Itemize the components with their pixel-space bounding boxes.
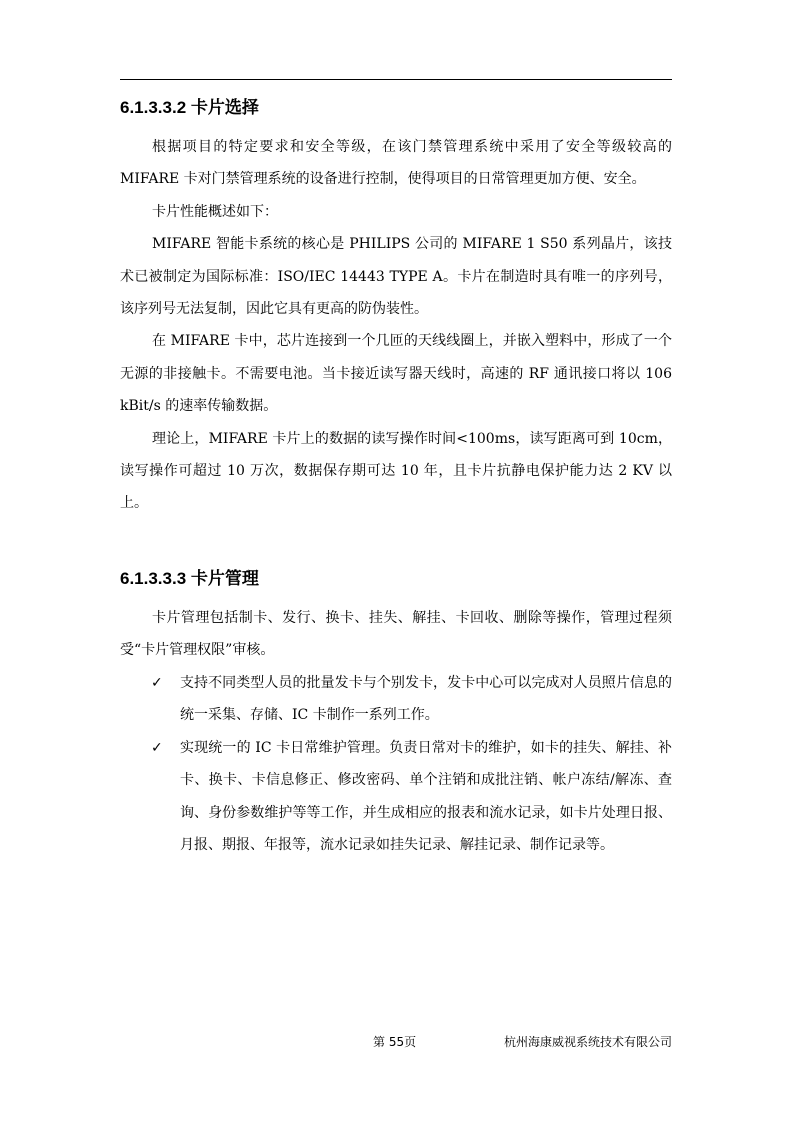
card-selection-body — [120, 131, 672, 520]
bullet-text-batch-issue: 支持不同类型人员的批量发卡与个别发卡，发卡中心可以完成对人员照片信息的统一采集、存储、IC 卡制作一系列工作。 — [180, 675, 672, 724]
paragraph-mifare-core: MIFARE 智能卡系统的核心是 PHILIPS 公司的 MIFARE 1 S50 系列晶片，该技术已被制定为国际标准：ISO/IEC 14443 TYPE A。卡片在制造时具有唯一的序列号，该序列号无法复制，因此它具有更高的防伪装性。 — [120, 236, 672, 318]
footer-page-number: 第 55页 — [373, 1035, 417, 1049]
bullet-text-daily-maintenance: 实现统一的 IC 卡日常维护管理。负责日常对卡的维护，如卡的挂失、解挂、补卡、换卡、卡信息修正、修改密码、单个注销和成批注销、帐户冻结/解冻、查询、身份参数维护等等工作，并生成相应的报表和流水记录，如卡片处理日报、月报、期报、年报等，流水记录如挂失记录、解挂记录、制作记录等。 — [180, 739, 672, 854]
paragraph-security-level: 根据项目的特定要求和安全等级，在该门禁管理系统中采用了安全等级较高的 MIFARE 卡对门禁管理系统的设备进行控制，使得项目的日常管理更加方便、安全。 — [120, 139, 672, 188]
header-rule — [120, 79, 672, 80]
section-heading-card-management: 6.1.3.3.3 卡片管理 — [120, 569, 259, 588]
paragraph-mifare-antenna: 在 MIFARE 卡中，芯片连接到一个几匝的天线线圈上，并嵌入塑料中，形成了一个无源的非接触卡。不需要电池。当卡接近读写器天线时，高速的 RF 通讯接口将以 106 kBit/s 的速率传输数据。 — [120, 333, 672, 415]
check-icon: ✓ — [151, 739, 163, 756]
card-management-bullets — [120, 667, 672, 861]
list-item — [120, 732, 672, 862]
paragraph-card-management: 卡片管理包括制卡、发行、换卡、挂失、解挂、卡回收、删除等操作，管理过程须受“卡片管理权限”审核。 — [120, 610, 672, 659]
paragraph-mifare-specs: 理论上，MIFARE 卡片上的数据的读写操作时间<100ms，读写距离可到 10cm，读写操作可超过 10 万次，数据保存期可达 10 年，且卡片抗静电保护能力达 2 KV 以上。 — [120, 430, 672, 512]
check-icon: ✓ — [151, 675, 163, 691]
paragraph-performance-intro: 卡片性能概述如下： — [152, 203, 278, 220]
list-item — [120, 667, 672, 732]
section-heading-card-selection: 6.1.3.3.2 卡片选择 — [120, 98, 259, 117]
footer-company-name: 杭州海康威视系统技术有限公司 — [503, 1035, 672, 1049]
card-management-body — [120, 602, 672, 667]
